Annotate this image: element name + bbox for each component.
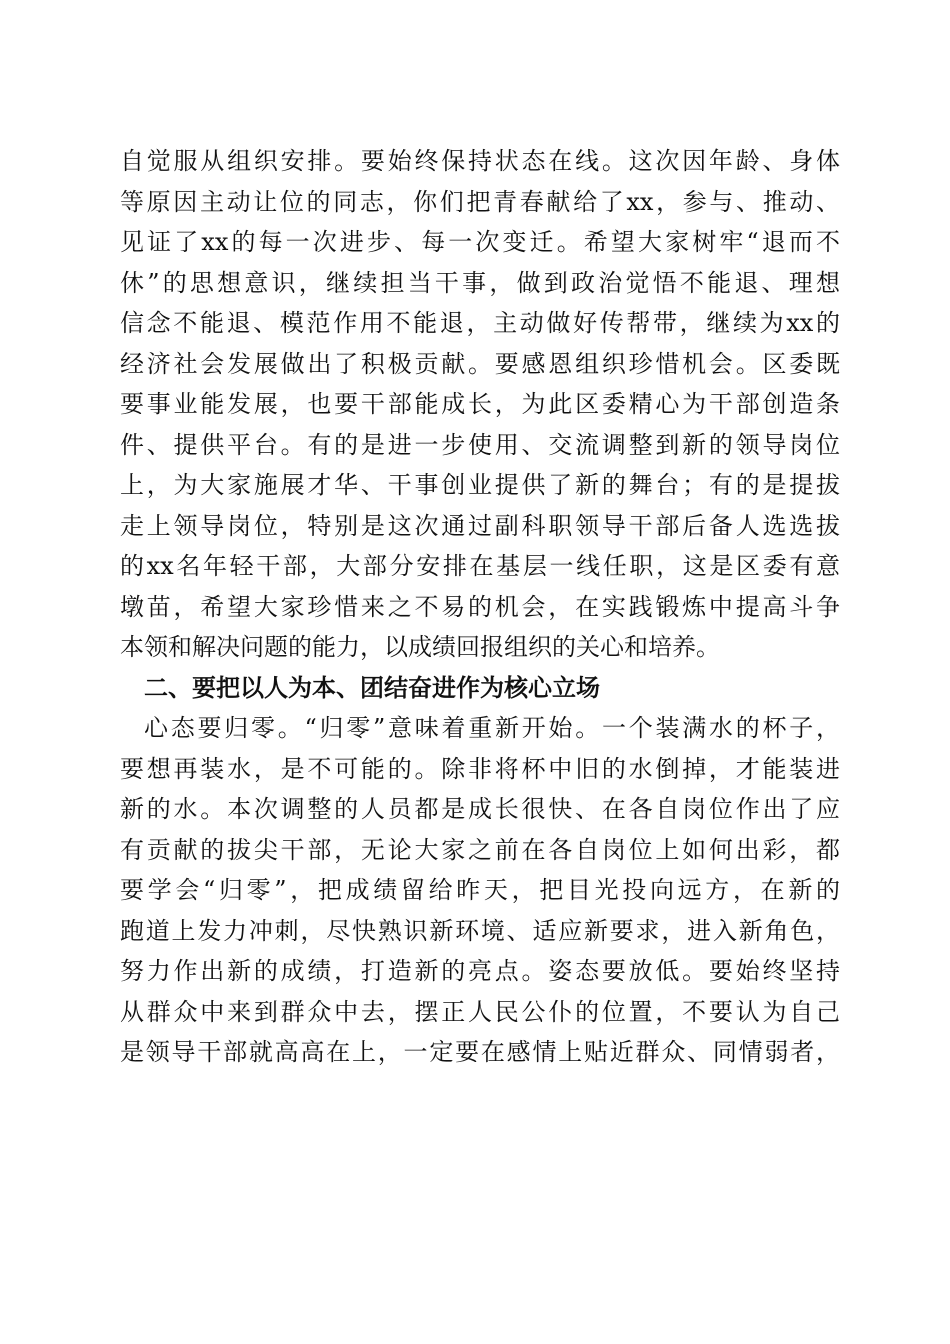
text-line: 跑道上发力冲刺，尽快熟识新环境、适应新要求，进入新角色， (120, 916, 840, 945)
text-line: 上，为大家施展才华、干事创业提供了新的舞台；有的是提拔 (120, 471, 840, 499)
section-heading: 二、要把以人为本、团结奋进作为核心立场 (144, 673, 600, 702)
text-line: 休”的思想意识，继续担当干事，做到政治觉悟不能退、理想 (120, 268, 840, 297)
text-line: 本领和解决问题的能力，以成绩回报组织的关心和培养。 (120, 633, 720, 661)
text-line: 是领导干部就高高在上，一定要在感情上贴近群众、同情弱者， (120, 1038, 840, 1066)
text-line: 件、提供平台。有的是进一步使用、交流调整到新的领导岗位 (120, 430, 840, 459)
text-line: 要想再装水，是不可能的。除非将杯中旧的水倒掉，才能装进 (120, 754, 840, 783)
text-line: 新的水。本次调整的人员都是成长很快、在各自岗位作出了应 (120, 795, 840, 823)
text-line: 要学会“归零”，把成绩留给昨天，把目光投向远方，在新的 (120, 876, 840, 904)
text-line: 从群众中来到群众中去，摆正人民公仆的位置，不要认为自己 (120, 997, 840, 1026)
text-line: 经济社会发展做出了积极贡献。要感恩组织珍惜机会。区委既 (120, 349, 840, 378)
text-line: 努力作出新的成绩，打造新的亮点。姿态要放低。要始终坚持 (120, 957, 840, 985)
text-line: 的xx名年轻干部，大部分安排在基层一线任职，这是区委有意 (120, 552, 840, 580)
document-body (120, 141, 840, 1073)
text-line: 要事业能发展，也要干部能成长，为此区委精心为干部创造条 (120, 390, 840, 418)
text-line: 见证了xx的每一次进步、每一次变迁。希望大家树牢“退而不 (120, 228, 840, 256)
paragraph-1 (120, 141, 840, 668)
text-line: 自觉服从组织安排。要始终保持状态在线。这次因年龄、身体 (120, 147, 840, 175)
text-line: 信念不能退、模范作用不能退，主动做好传帮带，继续为xx的 (120, 309, 840, 337)
paragraph-2 (120, 708, 840, 1073)
text-line: 心态要归零。“归零”意味着重新开始。一个装满水的杯子， (144, 714, 840, 742)
text-line: 有贡献的拔尖干部，无论大家之前在各自岗位上如何出彩，都 (120, 835, 840, 864)
text-line: 走上领导岗位，特别是这次通过副科职领导干部后备人选选拔 (120, 511, 840, 540)
text-line: 等原因主动让位的同志，你们把青春献给了xx，参与、推动、 (120, 187, 840, 216)
text-line: 墩苗，希望大家珍惜来之不易的机会，在实践锻炼中提高斗争 (120, 592, 840, 621)
